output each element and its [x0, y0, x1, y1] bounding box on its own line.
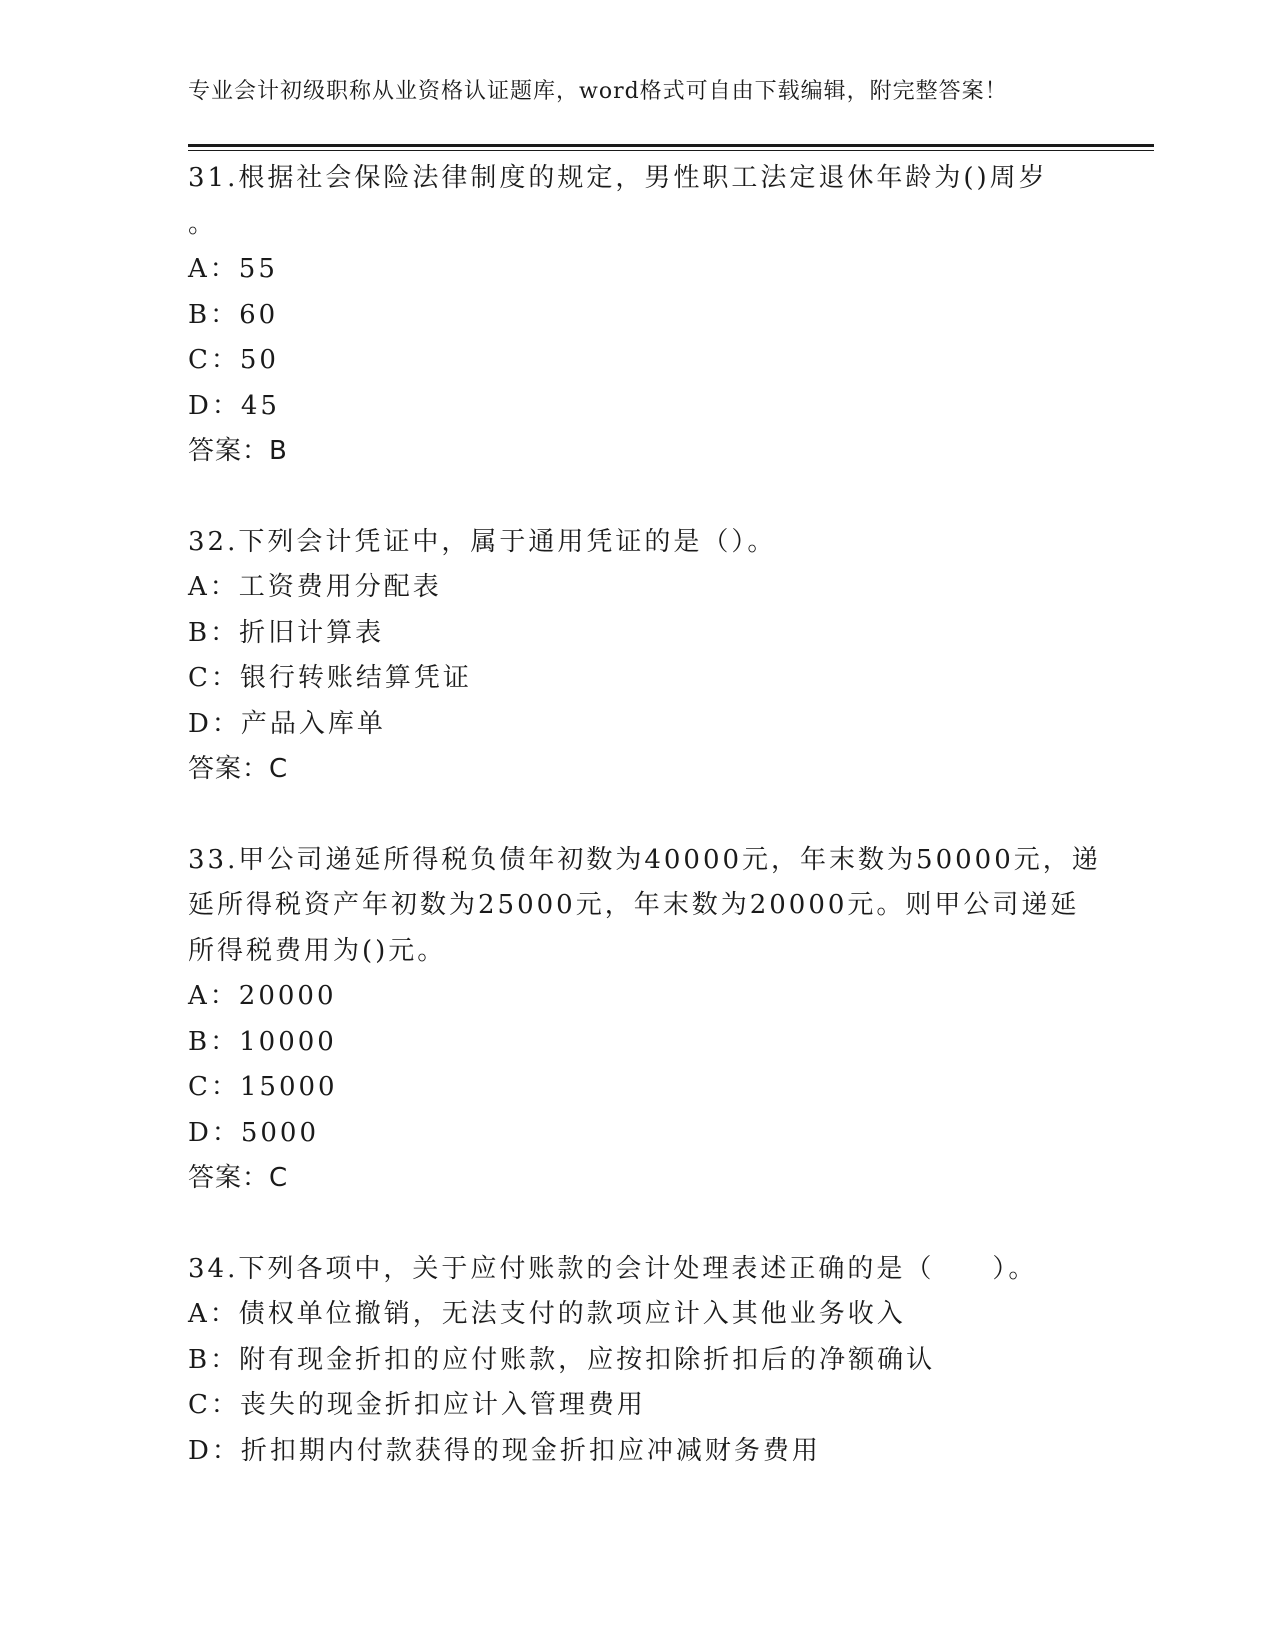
option-a: A：工资费用分配表	[188, 572, 442, 602]
question-stem-line: 所得税费用为()元。	[188, 935, 447, 966]
question-stem-line: 。	[188, 208, 218, 239]
question-34	[188, 1247, 1088, 1475]
question-33	[188, 838, 1101, 1202]
question-stem-line: 33.甲公司递延所得税负债年初数为40000元，年末数为50000元，递	[188, 844, 1101, 875]
option-d: D：45	[188, 390, 280, 421]
option-c: C：银行转账结算凭证	[188, 663, 472, 693]
option-b: B：折旧计算表	[188, 617, 385, 648]
option-d: D：折扣期内付款获得的现金折扣应冲减财务费用	[188, 1435, 821, 1466]
option-b: B：附有现金折扣的应付账款，应按扣除折扣后的净额确认	[188, 1344, 936, 1375]
question-31	[188, 156, 1088, 475]
option-a: A：20000	[188, 981, 337, 1011]
page-header: 专业会计初级职称从业资格认证题库，word格式可自由下载编辑，附完整答案！	[188, 79, 1008, 104]
header-divider-thick	[188, 144, 1154, 147]
option-c: C：丧失的现金折扣应计入管理费用	[188, 1390, 646, 1420]
header-divider-thin	[188, 150, 1154, 151]
option-b: B：60	[188, 299, 279, 330]
option-c: C：15000	[188, 1072, 338, 1102]
question-stem-line: 32.下列会计凭证中，属于通用凭证的是（）。	[188, 526, 777, 557]
option-a: A：债权单位撤销，无法支付的款项应计入其他业务收入	[188, 1299, 906, 1329]
question-stem-line: 延所得税资产年初数为25000元，年末数为20000元。则甲公司递延	[188, 890, 1080, 920]
option-a: A：55	[188, 254, 278, 284]
option-c: C：50	[188, 345, 279, 375]
question-stem-line: 34.下列各项中，关于应付账款的会计处理表述正确的是（ ）。	[188, 1253, 1038, 1284]
option-d: D：5000	[188, 1117, 320, 1148]
answer-line: 答案：B	[188, 436, 288, 466]
question-32	[188, 520, 1088, 793]
answer-line: 答案：C	[188, 754, 289, 784]
option-b: B：10000	[188, 1026, 337, 1057]
question-stem-line: 31.根据社会保险法律制度的规定，男性职工法定退休年龄为()周岁	[188, 163, 1048, 193]
question-list	[188, 156, 1101, 1474]
option-d: D：产品入库单	[188, 708, 386, 739]
answer-line: 答案：C	[188, 1163, 289, 1193]
